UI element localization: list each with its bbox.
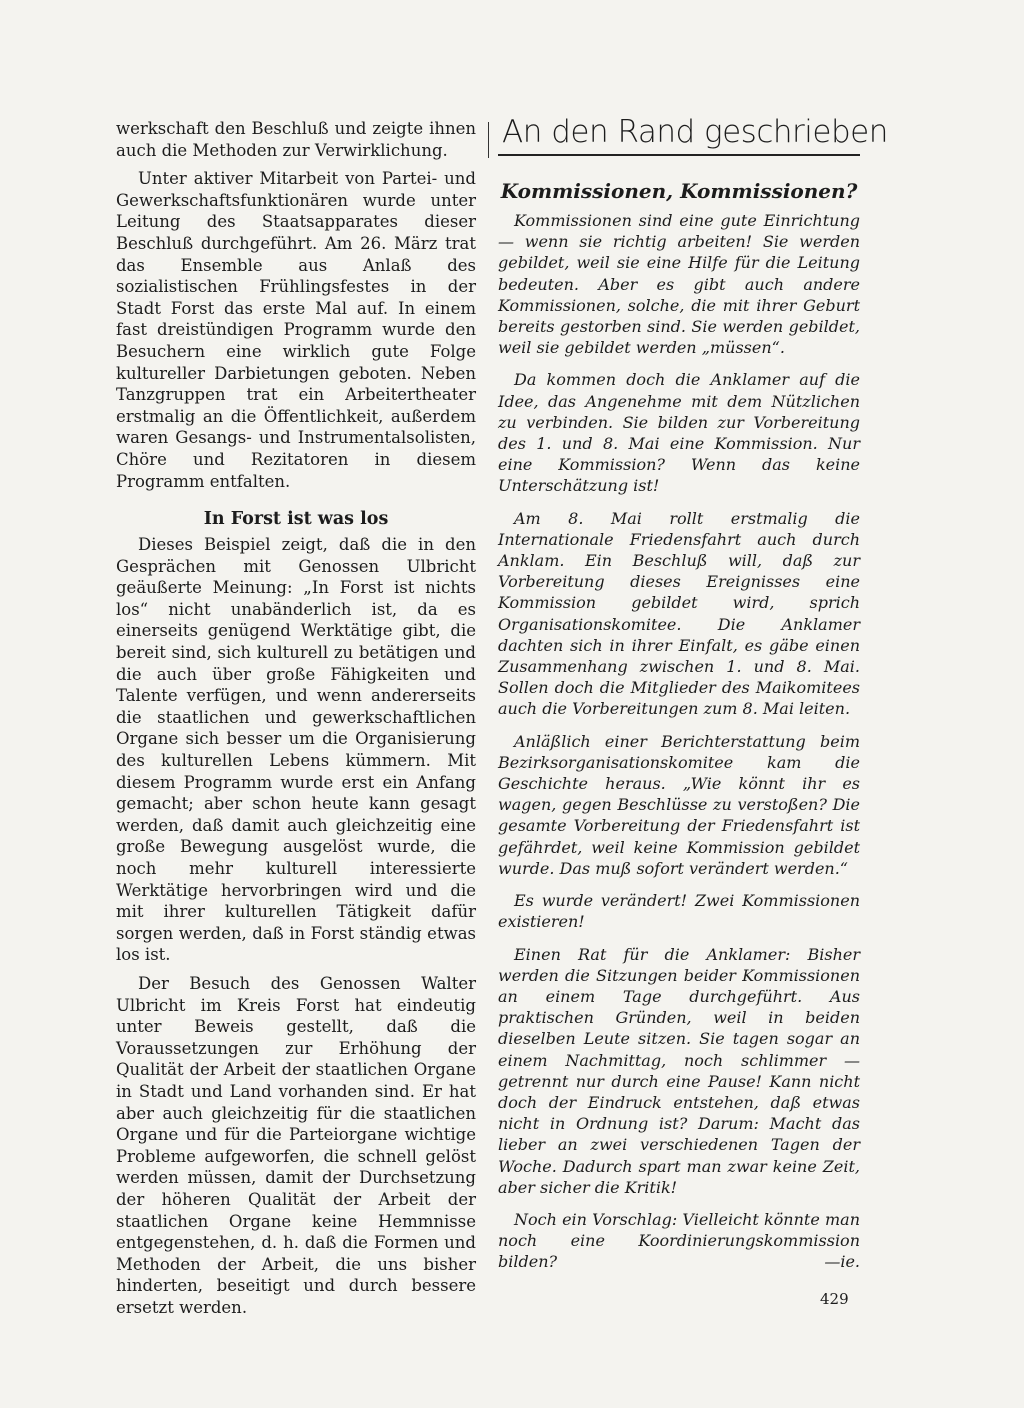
closing-paragraph (498, 1209, 860, 1273)
paragraph: Der Besuch des Genossen Walter Ulbricht im Kreis Forst hat eindeutig unter Beweis gestellt, daß die Voraussetzungen zur Erhöhung der Qualität der Arbeit der staatlichen Organe in Stadt und Land vorhanden sind. Er hat aber auch gleichzeitig für die staatlichen Organe und für die Parteiorgane wichtige Probleme aufgeworfen, die schnell gelöst werden müssen, damit der Durchsetzung der höheren Qualität der Arbeit der staatlichen Organe keine Hemmnisse entgegenstehen, d. h. daß die Formen und Methoden der Arbeit, die uns bisher hinderten, beseitigt und durch bessere ersetzt werden. (116, 973, 476, 1317)
section-heading: In Forst ist was los (203, 509, 389, 530)
paragraph: Da kommen doch die Anklamer auf die Idee, das Angenehme mit dem Nützlichen zu verbinden. Sie bilden zur Vorbereitung des 1. und 8. Mai eine Kommission. Nur eine Kommission? Wenn das keine Unterschätzung ist! (498, 370, 860, 496)
paragraph: Unter aktiver Mitarbeit von Partei- und Gewerkschaftsfunktionären wurde unter Leitung des Staatsapparates dieser Beschluß durchgeführt. Am 26. März trat das Ensemble aus Anlaß des sozialistischen Frühlingsfestes in der Stadt Forst das erste Mal auf. In einem fast dreistündigen Programm wurde den Besuchern eine wirklich gute Folge kultureller Darbietungen geboten. Neben Tanzgruppen trat ein Arbeitertheater erstmalig an die Öffentlichkeit, außerdem waren Gesangs- und Instrumentalsolisten, Chöre und Rezitatoren in diesem Programm entfalten. (116, 169, 476, 491)
left-column (116, 118, 476, 1325)
paragraph: Es wurde verändert! Zwei Kommissionen existieren! (498, 891, 860, 932)
paragraph: Einen Rat für die Anklamer: Bisher werden die Sitzungen beider Kommissionen an einem Tage durchgeführt. Aus praktischen Gründen, weil in beiden dieselben Leute sitzen. Sie tagen sogar an einem Nachmittag, noch schlimmer — getrennt nur durch eine Pause! Kann nicht doch der Eindruck entstehen, daß etwas nicht in Ordnung ist? Darum: Macht das lieber an zwei verschiedenen Tagen der Woche. Dadurch spart man zwar keine Zeit, aber sicher die Kritik! (498, 944, 860, 1197)
paragraph: werkschaft den Beschluß und zeigte ihnen auch die Methoden zur Verwirklichung. (116, 119, 476, 160)
article-title: Kommissionen, Kommissionen? (500, 179, 858, 203)
right-column (498, 112, 888, 1284)
masthead-rule (498, 154, 860, 156)
column-divider (488, 122, 489, 158)
author-signature: —ie. (824, 1252, 860, 1272)
column-masthead: An den Rand geschrieben (502, 114, 888, 150)
paragraph: Am 8. Mai rollt erstmalig die Internationale Friedensfahrt auch durch Anklam. Ein Beschluß will, daß zur Vorbereitung dieses Ereignisses eine Kommission gebildet wird, sprich Organisationskomitee. Die Anklamer dachten sich in ihrer Einfalt, es gäbe einen Zusammenhang zwischen 1. und 8. Mai. Sollen doch die Mitglieder des Maikomitees auch die Vorbereitungen zum 8. Mai leiten. (498, 508, 860, 719)
paragraph: Anläßlich einer Berichterstattung beim Bezirksorganisationskomitee kam die Geschichte heraus. „Wie könnt ihr es wagen, gegen Beschlüsse zu verstoßen? Die gesamte Vorbereitung der Friedensfahrt ist gefährdet, weil keine Kommission gebildet wurde. Das muß sofort verändert werden.“ (498, 731, 860, 878)
page-number: 429 (820, 1290, 849, 1308)
paragraph: Dieses Beispiel zeigt, daß die in den Gesprächen mit Genossen Ulbricht geäußerte Meinung: „In Forst ist nichts los“ nicht unabänderlich ist, da es einerseits genügend Werktätige gibt, die bereit sind, sich kulturell zu betätigen und die auch über große Fähigkeiten und Talente verfügen, und wenn andererseits die staatlichen und gewerkschaftlichen Organe sich besser um die Organisierung des kulturellen Lebens kümmern. Mit diesem Programm wurde erst ein Anfang gemacht; aber schon heute kann gesagt werden, daß damit auch gleichzeitig eine große Bewegung ausgelöst wurde, die noch mehr kulturell interessierte Werktätige hervorbringen wird und die mit ihrer kulturellen Tätigkeit dafür sorgen werden, daß in Forst ständig etwas los ist. (116, 535, 476, 965)
paragraph: Kommissionen sind eine gute Einrichtung — wenn sie richtig arbeiten! Sie werden gebildet, weil sie eine Hilfe für die Leitung bedeuten. Aber es gibt auch andere Kommissionen, solche, die mit ihrer Geburt bereits gestorben sind. Sie werden gebildet, weil sie gebildet werden „müssen“. (498, 211, 860, 358)
paragraph-text: Noch ein Vorschlag: Vielleicht könnte man noch eine Koordinierungskommission bilden? (498, 1209, 860, 1272)
